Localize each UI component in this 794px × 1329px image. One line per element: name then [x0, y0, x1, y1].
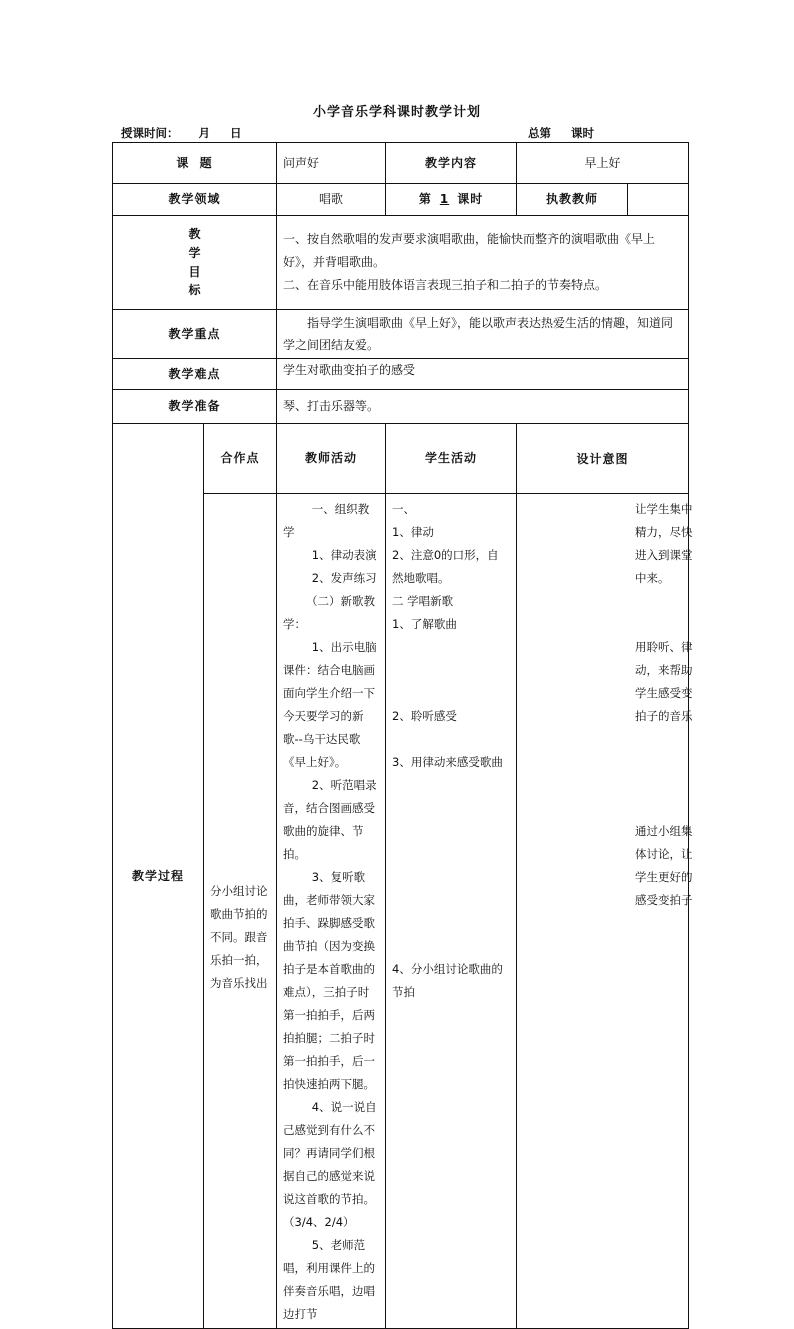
- teacher-line-1: 一、组织教学: [283, 502, 370, 539]
- topic-value: 问声好: [277, 143, 386, 184]
- focus-row: [113, 310, 689, 359]
- design-line-1: 让学生集中精力，尽快进入到课堂中来。: [635, 502, 693, 585]
- teacher-line-5: 1、出示电脑课件：结合电脑画面向学生介绍一下今天要学习的新歌--乌干达民歌《早上好》。: [283, 640, 377, 769]
- design-line-2: 用聆听、律动，来帮助学生感受变拍子的音乐: [635, 640, 693, 723]
- goal-char-3: 目: [188, 264, 201, 279]
- domain-value: 唱歌: [277, 184, 386, 216]
- goal-content: [277, 216, 689, 310]
- content-value: 早上好: [517, 143, 689, 184]
- topic-label: 课 题: [113, 143, 277, 184]
- teacher-activities: [277, 494, 386, 1329]
- student-line-6: 2、聆听感受: [392, 709, 457, 723]
- goal-label: [113, 216, 277, 310]
- prep-value: 琴、打击乐器等。: [277, 390, 689, 424]
- teacher-line-4: （二）新歌教学：: [283, 594, 376, 631]
- lesson-plan-table: [112, 142, 693, 1329]
- page-title: 小学音乐学科课时教学计划: [312, 105, 481, 120]
- goal-item-2: 二、在音乐中能用肢体语言表现三拍子和二拍子的节奏特点。: [283, 278, 608, 292]
- goal-char-1: 教: [188, 227, 201, 242]
- col-teacher: 教师活动: [277, 424, 386, 494]
- lesson-suffix: 课时: [457, 192, 484, 207]
- col-student: 学生活动: [386, 424, 517, 494]
- lesson-prefix: 第: [418, 192, 432, 207]
- lesson-date-line: 授课时间： 月 日: [121, 126, 242, 140]
- teacher-line-2: 1、律动表演: [311, 548, 377, 562]
- lesson-number-cell: [386, 184, 517, 216]
- focus-label: 教学重点: [113, 310, 277, 359]
- student-line-4: 二 学唱新歌: [392, 594, 454, 608]
- design-line-3: 通过小组集体讨论，让学生更好的感受变拍子: [635, 824, 693, 907]
- teacher-line-8: 4、说一说自己感觉到有什么不同？再请同学们根据自己的感觉来说说这首歌的节拍。（3/4、2/4）: [283, 1100, 377, 1229]
- goal-char-2: 学: [188, 245, 201, 260]
- student-line-1: 一、: [392, 502, 416, 516]
- difficulty-value: 学生对歌曲变拍子的感受: [277, 359, 689, 390]
- prep-row: [113, 390, 689, 424]
- teacher-line-3: 2、发声练习: [311, 571, 377, 585]
- student-line-2: 1、律动: [392, 525, 434, 539]
- student-line-8: 4、分小组讨论歌曲的节拍: [392, 962, 503, 999]
- process-label: 教学过程: [113, 424, 204, 1329]
- student-line-5: 1、了解歌曲: [392, 617, 457, 631]
- col-design: 设计意图: [517, 424, 689, 494]
- col-cooperation: 合作点: [204, 424, 277, 494]
- prep-label: 教学准备: [113, 390, 277, 424]
- difficulty-row: [113, 359, 689, 390]
- teacher-line-9: 5、老师范唱，利用课件上的伴奏音乐唱，边唱边打节: [283, 1238, 376, 1321]
- student-activities: [386, 494, 517, 1329]
- goal-item-1: 一、按自然歌唱的发声要求演唱歌曲，能愉快而整齐的演唱歌曲《早上好》，并背唱歌曲。: [283, 232, 656, 269]
- difficulty-label: 教学难点: [113, 359, 277, 390]
- design-intent: [517, 494, 693, 1329]
- domain-row: [113, 184, 689, 216]
- domain-label: 教学领域: [113, 184, 277, 216]
- focus-value: 指导学生演唱歌曲《早上好》，能以歌声表达热爱生活的情趣，知道同学之间团结友爱。: [277, 310, 689, 359]
- teacher-line-6: 2、听范唱录音，结合图画感受歌曲的旋律、节拍。: [283, 778, 377, 861]
- content-label: 教学内容: [386, 143, 517, 184]
- goal-row: [113, 216, 689, 310]
- teacher-value: [628, 184, 689, 216]
- topic-row: [113, 143, 689, 184]
- goal-char-4: 标: [188, 283, 201, 298]
- student-line-3: 2、注意0的口形，自然地歌唱。: [392, 548, 499, 585]
- total-lesson-line: 总第 课时: [528, 126, 595, 140]
- process-header-row: [113, 424, 689, 494]
- lesson-number: 1: [439, 192, 450, 207]
- teacher-label: 执教教师: [517, 184, 628, 216]
- student-line-7: 3、用律动来感受歌曲: [392, 755, 503, 769]
- teacher-line-7: 3、复听歌曲，老师带领大家拍手、跺脚感受歌曲节拍（因为变换拍子是本首歌曲的难点），三拍子时第一拍拍手，后两拍拍腿；二拍子时第一拍拍手，后一拍快速拍两下腿。: [283, 870, 376, 1091]
- cooperation-content: 分小组讨论歌曲节拍的不同。跟音乐拍一拍，为音乐找出: [204, 494, 277, 1329]
